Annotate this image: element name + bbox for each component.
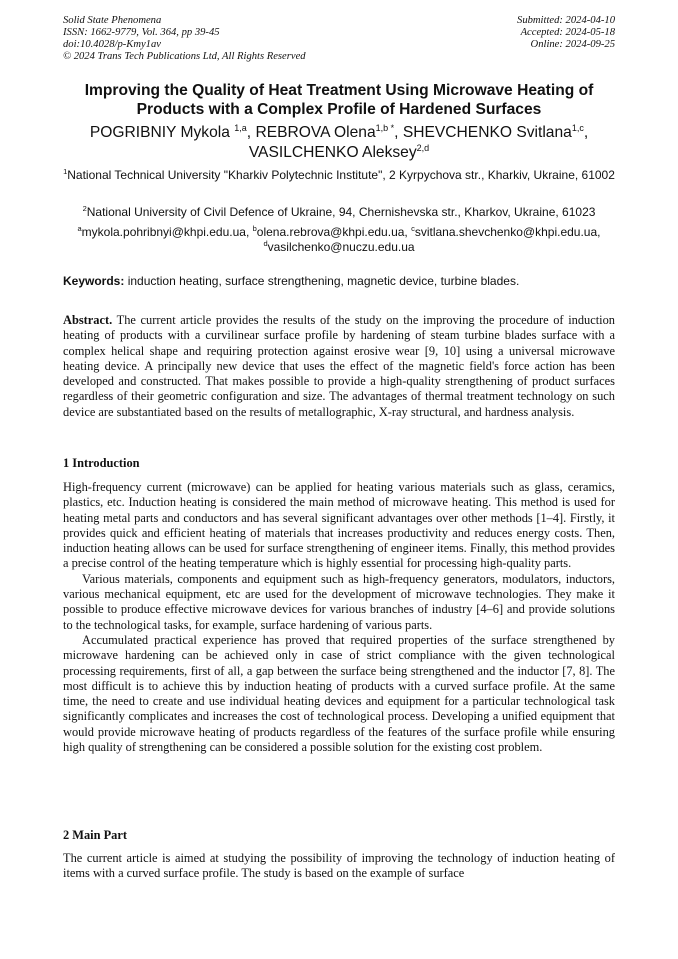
email-address[interactable]: mykola.pohribnyi@khpi.edu.ua [81, 225, 246, 239]
publication-info [63, 15, 306, 63]
body-paragraph: Accumulated practical experience has proved that required properties of the surface strengthened by microwave hardening can be achieved only in case of strict compliance with the given technological processing requirements, first of all, a gap between the surface being strengthened and the inductor [7, 8]. The most difficult is to achieve this by induction heating of products with a curved surface profile. At the same time, the need to create and use individual heating devices and equipment for a particular technological task significantly complicates and increases the cost of technological process. Developing a unified equipment that would provide microwave heating of products regardless of the features of the surface profile while ensuring high quality of strengthening can be considered a possible solution for the existing cost problem. [63, 632, 615, 755]
author-separator: , [583, 124, 589, 141]
email-address[interactable]: vasilchenko@nuczu.edu.ua [267, 240, 415, 254]
author-name: VASILCHENKO Aleksey [248, 144, 417, 161]
author-affiliation-marker: 1,a [234, 123, 247, 133]
accepted-date: Accepted: 2024-05-18 [520, 27, 615, 38]
section-heading-introduction: 1 Introduction [63, 456, 140, 470]
body-paragraph: Various materials, components and equipment such as high-frequency generators, modulators, inductors, various mechanical equipment, etc are used for the development of microwave technologies. They make it possible to produce effective microwave devices for various branches of industry [4–6] and provide solutions to the technological tasks, for example, surface hardening of various parts. [63, 571, 615, 632]
author-list [63, 123, 615, 163]
copyright-line: © 2024 Trans Tech Publications Ltd, All Rights Reserved [63, 51, 306, 62]
doi-line[interactable]: doi:10.4028/p-Kmy1av [63, 39, 161, 50]
author-affiliation-marker: 1,b * [375, 123, 395, 133]
affiliation-marker: 2 [82, 204, 87, 213]
affiliation-text: National University of Civil Defence of Ukraine, 94, Chernishevska str., Kharkov, Ukraine, 61023 [86, 205, 596, 219]
author-affiliation-marker: 2,d [416, 143, 430, 153]
abstract-text: The current article provides the results of the study on the improving the procedure of induction heating of products with a curvilinear surface profile by hardening of steam turbine blades surface with a complex helical shape and requiring protection against erosive wear [9, 10] using a universal microwave heating device. A principally new device that uses the effect of the magnetic field's force action has been developed and constructed. That makes possible to provide a high-quality strengthening of product surfaces regardless of their geometric configuration and size. The advantages of thermal treatment technology on such device are substantiated based on the results of metallographic, X-ray structural, and hardness analysis. [63, 313, 615, 419]
keywords [63, 274, 615, 289]
keywords-label: Keywords: [63, 274, 125, 288]
submitted-date: Submitted: 2024-04-10 [517, 15, 615, 26]
email-marker: d [263, 239, 268, 248]
body-paragraph: High-frequency current (microwave) can be applied for heating various materials such as glass, ceramics, plastics, etc. Induction heating is considered the main method of microwave heating. This method is used for heating metal parts and conductors and has several significant advantages over other methods [1–4]. Firstly, it provides quick and efficient heating of materials that increases productivity and reduces energy costs. Then, induction heating allows can be used for surface strengthening of engineer items. Finally, this method provides a precise control of the heating temperature which is highly essential for processing high-quality parts. [63, 480, 615, 571]
affiliation-1 [63, 168, 615, 183]
affiliation-marker: 1 [63, 167, 68, 176]
paper-title: Improving the Quality of Heat Treatment Using Microwave Heating of Products with a Complex Profile of Hardened Surfaces [84, 82, 594, 118]
email-marker: a [77, 224, 82, 233]
online-date: Online: 2024-09-25 [530, 39, 615, 50]
section-heading-main-part: 2 Main Part [63, 828, 128, 842]
introduction-body [63, 480, 615, 755]
author-name: POGRIBNIY Mykola [89, 124, 230, 141]
abstract-label: Abstract. [63, 313, 113, 327]
author-separator: , [394, 124, 403, 141]
journal-name: Solid State Phenomena [63, 15, 162, 26]
email-address[interactable]: olena.rebrova@khpi.edu.ua [256, 225, 405, 239]
main-part-paragraph: The current article is aimed at studying the possibility of improving the technology of induction heating of items with a curved surface profile. The study is based on the example of surface [63, 851, 615, 881]
author-affiliation-marker: 1,c [571, 123, 584, 133]
abstract [63, 313, 615, 420]
keywords-text: induction heating, surface strengthening, magnetic device, turbine blades. [127, 274, 520, 288]
publication-dates [517, 15, 615, 51]
author-separator: , [246, 124, 256, 141]
author-name: REBROVA Olena [255, 124, 376, 141]
issn-line: ISSN: 1662-9779, Vol. 364, pp 39-45 [63, 27, 220, 38]
email-marker: c [411, 224, 415, 233]
affiliation-2 [63, 205, 615, 220]
affiliation-text: National Technical University "Kharkiv Polytechnic Institute", 2 Kyrpychova str., Kharkiv, Ukraine, 61002 [67, 168, 615, 182]
email-list: $^a$mykola.pohribnyi@khpi.edu.ua, $^b$olena.rebrova@khpi.edu.ua, $^c$svitlana.shevchenko@khpi.edu.ua, $^d$vasilchenko@nuczu.edu.ua [77, 224, 601, 254]
email-address[interactable]: svitlana.shevchenko@khpi.edu.ua [414, 225, 598, 239]
email-marker: b [252, 224, 257, 233]
author-name: SHEVCHENKO Svitlana [402, 124, 572, 141]
